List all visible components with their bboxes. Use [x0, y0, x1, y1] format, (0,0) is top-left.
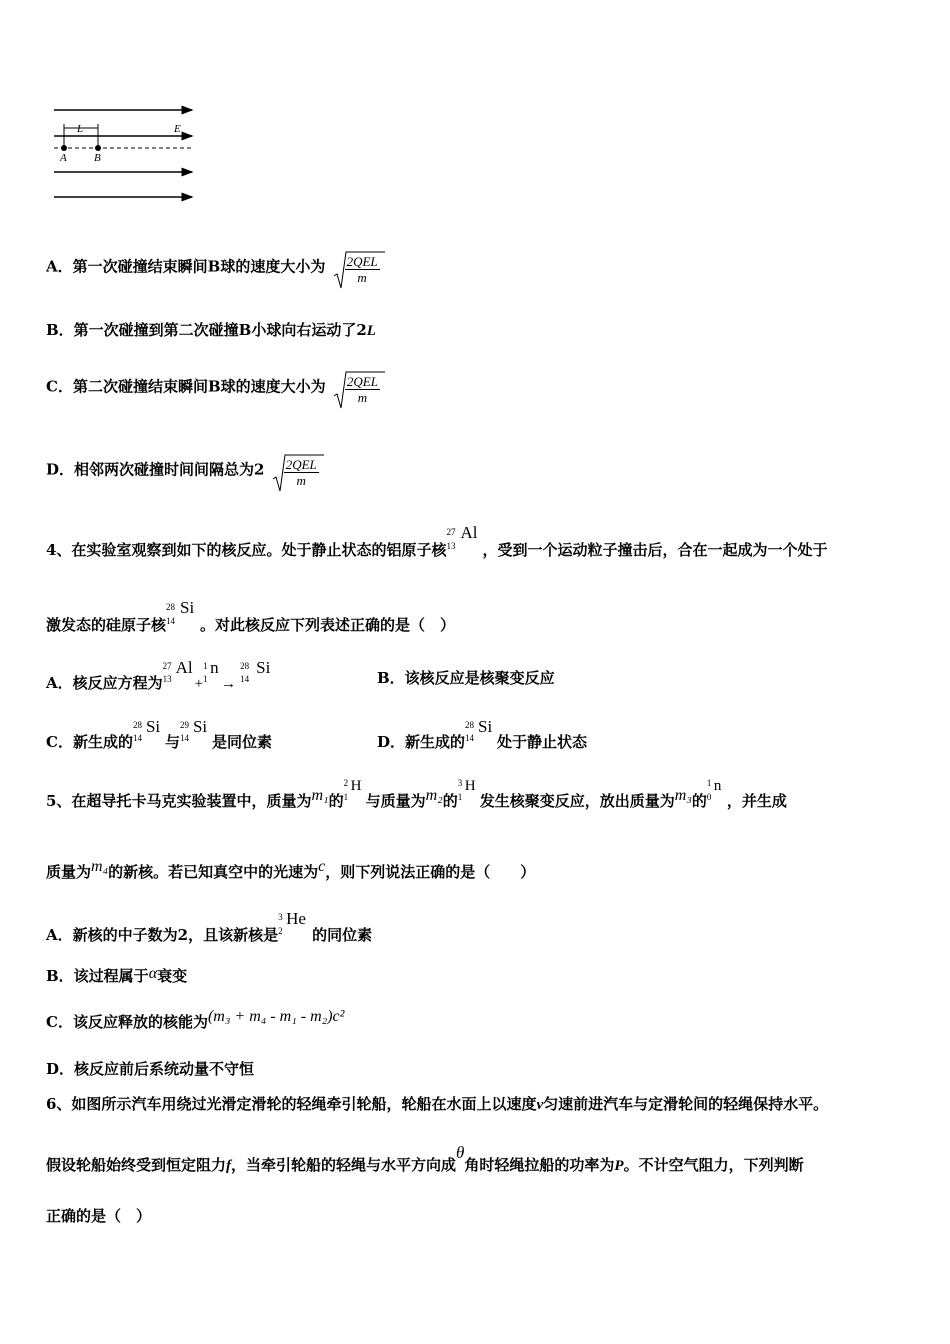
q5-stem-line2: 质量为m₄的新核。若已知真空中的光速为c，则下列说法正确的是（ ）	[46, 858, 536, 881]
ball-a	[61, 145, 67, 151]
nuclide-n: 1 0 n	[706, 778, 722, 802]
q4-stem-line1: 4、在实验室观察到如下的核反应。处于静止状态的铝原子核 27 13 Al ，受到一个运动粒子撞击后，合在一起成为一个处于	[46, 523, 828, 559]
ball-b	[95, 145, 101, 151]
nuclide-si29: 29 14 Si	[179, 717, 208, 743]
label-L: L	[77, 123, 84, 135]
nuclide-al27: 27 13 Al	[162, 658, 193, 684]
q5-option-b[interactable]: B．该过程属于α衰变	[46, 965, 188, 985]
sqrt-expression: $\frac{\text{2QEL}}{m}$	[272, 453, 319, 488]
q5-option-c[interactable]: C．该反应释放的核能为(m₃ + m₄ - m₁ - m₂)c²	[46, 1008, 345, 1031]
nuclide-al27: 27 13 Al	[446, 523, 478, 551]
nuclide-h2: 2 1 H	[343, 778, 362, 802]
nuclide-n: 1 1 n	[203, 658, 219, 684]
q4-option-a[interactable]: A．核反应方程为 27 13 Al + 1 1 n → 28 14 Si	[46, 668, 274, 694]
q3-option-b[interactable]: B．第一次碰撞到第二次碰撞B小球向右运动了2L	[46, 321, 376, 339]
q6-stem-line2: 假设轮船始终受到恒定阻力f，当牵引轮船的轻绳与水平方向成θ角时轻绳拉船的功率为P。不计空气阻力，下列判断	[46, 1143, 804, 1174]
q5-option-d[interactable]: D．核反应前后系统动量不守恒	[46, 1060, 255, 1078]
q4-stem-line2: 激发态的硅原子核 28 14 Si 。对此核反应下列表述正确的是（ ）	[46, 598, 456, 634]
nuclide-si28: 28 14 Si	[240, 658, 271, 684]
nuclide-si28: 28 14 Si	[465, 717, 493, 743]
q3-option-a[interactable]: A．第一次碰撞结束瞬间B球的速度大小为 $\frac{\text{2QEL}}{m}$	[46, 250, 380, 285]
nuclide-si28: 28 14 Si	[132, 717, 161, 743]
nuclide-he3: 3 2 He	[278, 909, 306, 936]
q4-option-c[interactable]: C．新生成的 28 14 Si 与 29 14 Si 是同位素	[46, 717, 272, 751]
nuclide-h3: 3 1 H	[457, 778, 476, 802]
q6-stem-line1: 6、如图所示汽车用绕过光滑定滑轮的轻绳牵引轮船，轮船在水面上以速度v匀速前进汽车与定滑轮间的轻绳保持水平。	[46, 1095, 829, 1113]
label-B: B	[94, 152, 101, 164]
label-A: A	[60, 152, 67, 164]
q5-stem-line1: 5、在超导托卡马克实验装置中，质量为m₁的 2 1 H 与质量为m₂的 3 1 H 发生核聚变反应，放出质量为m₃的 1 0 n ，并生成	[46, 778, 787, 810]
q4-option-b[interactable]: B．该核反应是核聚变反应	[377, 669, 555, 687]
nuclide-si28: 28 14 Si	[166, 598, 195, 626]
q5-option-a[interactable]: A．新核的中子数为2，且该新核是 3 2 He 的同位素	[46, 909, 373, 944]
q4-option-d[interactable]: D．新生成的 28 14 Si 处于静止状态	[377, 717, 588, 751]
q6-stem-line3: 正确的是（ ）	[46, 1207, 152, 1225]
binding-energy-formula: (m₃ + m₄ - m₁ - m₂)c²	[207, 1008, 345, 1025]
sqrt-expression: $\frac{\text{2QEL}}{m}$	[333, 370, 380, 405]
q3-option-c[interactable]: C．第二次碰撞结束瞬间B球的速度大小为 $\frac{\text{2QEL}}{m}$	[46, 370, 380, 405]
label-E: E	[174, 123, 181, 135]
electric-field-figure	[48, 100, 200, 205]
q3-option-d[interactable]: D．相邻两次碰撞时间间隔总为2 $\frac{\text{2QEL}}{m}$	[46, 453, 319, 488]
sqrt-expression: $\frac{\text{2QEL}}{m}$	[333, 250, 380, 285]
